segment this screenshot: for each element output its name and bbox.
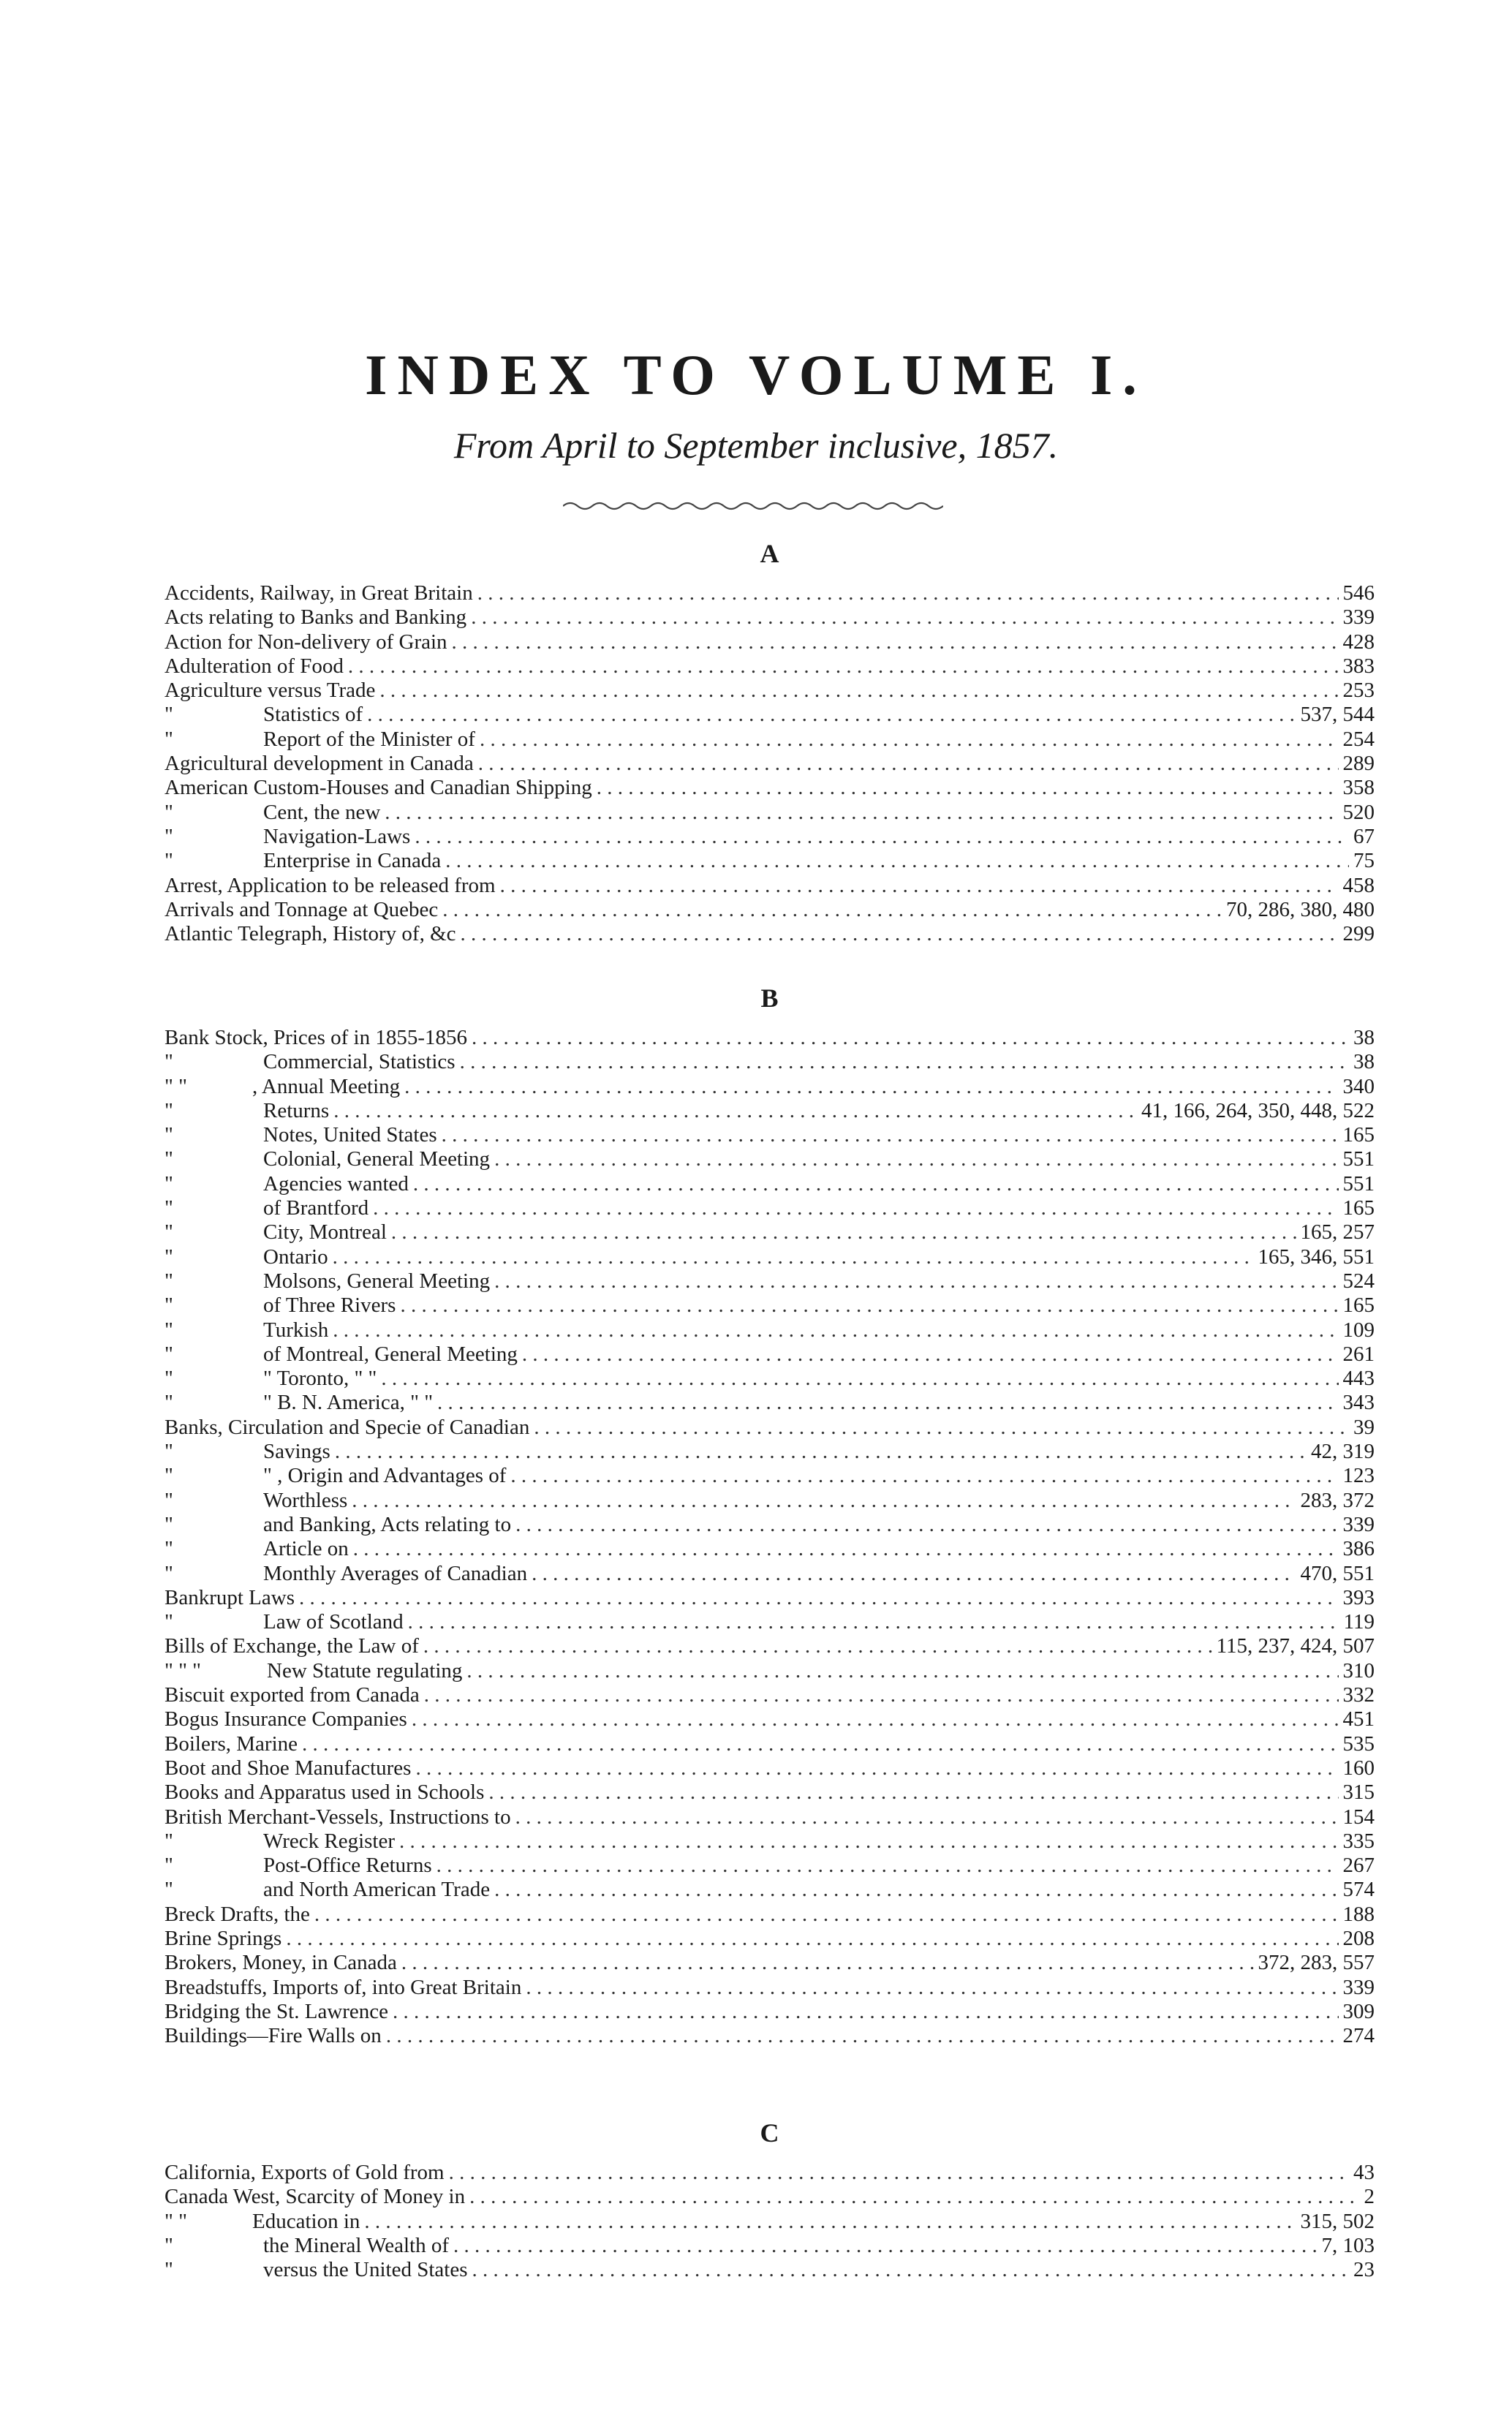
index-entry: [165, 1634, 1375, 1658]
dot-leader: [367, 703, 1296, 727]
ditto-mark: ": [165, 800, 173, 824]
entry-pages: 315, 502: [1300, 2209, 1375, 2233]
entry-pages: 339: [1342, 1512, 1375, 1536]
entry-title: Accidents, Railway, in Great Britain: [165, 581, 473, 605]
index-entry: [165, 752, 1375, 776]
dot-leader: [472, 2258, 1349, 2282]
entry-title: Arrest, Application to be released from: [165, 873, 496, 897]
ditto-mark: ": [165, 1147, 173, 1171]
dot-leader: [393, 2000, 1338, 2024]
ditto-mark: ": [165, 1098, 173, 1122]
entry-pages: 309: [1342, 1999, 1375, 2023]
index-section-c: [165, 2117, 1375, 2282]
entry-title: Bank Stock, Prices of in 1855-1856: [165, 1026, 468, 1049]
index-entry: [165, 801, 1375, 825]
index-entry: [165, 605, 1375, 630]
entry-pages: 299: [1342, 922, 1375, 946]
entry-pages: 339: [1342, 605, 1375, 630]
entry-pages: 546: [1342, 581, 1375, 605]
entry-pages: 574: [1342, 1878, 1375, 1902]
entry-pages: 551: [1342, 1171, 1375, 1196]
ditto-mark: ": [165, 1878, 173, 1902]
dot-leader: [500, 874, 1339, 898]
index-entry: [165, 874, 1375, 898]
ditto-mark: ": [165, 849, 173, 873]
entry-title: Wreck Register: [263, 1829, 396, 1853]
index-entry: [165, 1220, 1375, 1245]
entry-title: " B. N. America, " ": [263, 1391, 434, 1415]
index-entry: [165, 2000, 1375, 2024]
dot-leader: [412, 1707, 1339, 1732]
index-entry: [165, 1099, 1375, 1123]
entry-pages: 335: [1342, 1829, 1375, 1853]
dot-leader: [494, 1878, 1338, 1902]
dot-leader: [534, 1416, 1349, 1440]
index-entry: [165, 630, 1375, 654]
index-section-a: [165, 537, 1375, 946]
entry-pages: 340: [1342, 1074, 1375, 1098]
entry-title: California, Exports of Gold from: [165, 2161, 445, 2184]
index-entry: [165, 1610, 1375, 1634]
entry-pages: 520: [1342, 800, 1375, 824]
dot-leader: [302, 1732, 1338, 1756]
index-entry: [165, 1075, 1375, 1099]
entry-pages: 470, 551: [1300, 1561, 1375, 1585]
entry-pages: 119: [1343, 1610, 1375, 1634]
ditto-mark: ": [165, 824, 173, 848]
entry-pages: 7, 103: [1321, 2233, 1375, 2257]
entry-title: Molsons, General Meeting: [263, 1269, 491, 1293]
ditto-mark: " " ": [165, 1658, 202, 1683]
entry-pages: 524: [1342, 1269, 1375, 1293]
section-letter: B: [760, 983, 779, 1013]
dot-leader: [333, 1245, 1254, 1269]
entry-title: Atlantic Telegraph, History of, &c: [165, 922, 456, 946]
dot-leader: [423, 1634, 1212, 1658]
entry-pages: 551: [1342, 1147, 1375, 1171]
ditto-mark: " ": [165, 1074, 187, 1098]
index-entry: [165, 1780, 1375, 1805]
entry-pages: 208: [1342, 1926, 1375, 1950]
dot-leader: [333, 1318, 1338, 1342]
entry-pages: 165, 257: [1300, 1220, 1375, 1245]
entry-title: Agencies wanted: [263, 1171, 409, 1196]
ditto-mark: ": [165, 1050, 173, 1074]
index-entry: [165, 1927, 1375, 1951]
ditto-mark: ": [165, 1464, 173, 1488]
dot-leader: [314, 1903, 1339, 1927]
index-entry: [165, 1342, 1375, 1367]
entry-title: Brokers, Money, in Canada: [165, 1951, 397, 1975]
index-entry: [165, 1732, 1375, 1756]
dot-leader: [299, 1586, 1339, 1610]
ditto-mark: ": [165, 1367, 173, 1391]
dot-leader: [522, 1342, 1339, 1367]
dot-leader: [373, 1196, 1338, 1220]
entry-title: Ontario: [263, 1245, 328, 1269]
entry-title: Boilers, Marine: [165, 1732, 298, 1756]
entry-pages: 343: [1342, 1391, 1375, 1415]
ditto-mark: ": [165, 1488, 173, 1512]
ditto-mark: " ": [165, 2209, 187, 2233]
entry-title: Worthless: [263, 1488, 348, 1512]
entry-title: Enterprise in Canada: [263, 849, 442, 873]
entry-title: Boot and Shoe Manufactures: [165, 1756, 412, 1780]
ditto-mark: ": [165, 1561, 173, 1585]
index-entry: [165, 1123, 1375, 1147]
entry-title: Banks, Circulation and Specie of Canadian: [165, 1415, 530, 1439]
index-entry: [165, 1513, 1375, 1537]
dot-leader: [526, 1976, 1338, 2000]
entry-title: , Annual Meeting: [252, 1074, 401, 1098]
entry-pages: 339: [1342, 1975, 1375, 1999]
entry-title: Turkish: [263, 1318, 329, 1342]
entry-pages: 115, 237, 424, 507: [1216, 1634, 1375, 1658]
index-entry: [165, 703, 1375, 727]
index-entry: [165, 581, 1375, 605]
ditto-mark: ": [165, 1318, 173, 1342]
entry-pages: 289: [1342, 752, 1375, 776]
ditto-mark: ": [165, 1610, 173, 1634]
ditto-mark: ": [165, 2258, 173, 2282]
entry-title: the Mineral Wealth of: [263, 2233, 450, 2257]
index-entry: [165, 898, 1375, 922]
ditto-mark: ": [165, 1537, 173, 1561]
dot-leader: [401, 1951, 1254, 1975]
entry-pages: 160: [1342, 1756, 1375, 1780]
index-entry: [165, 1951, 1375, 1975]
entry-title: and North American Trade: [263, 1878, 491, 1902]
entry-pages: 254: [1342, 727, 1375, 751]
entry-title: Monthly Averages of Canadian: [263, 1561, 528, 1585]
dot-leader: [466, 1659, 1338, 1683]
entry-title: Commercial, Statistics: [263, 1050, 456, 1074]
index-entry: [165, 1976, 1375, 2000]
index-entry: [165, 1294, 1375, 1318]
entry-pages: 451: [1342, 1707, 1375, 1732]
entry-title: Bankrupt Laws: [165, 1585, 295, 1609]
index-entry: [165, 1878, 1375, 1902]
index-entry: [165, 1196, 1375, 1220]
index-entry: [165, 1562, 1375, 1586]
index-entry: [165, 1586, 1375, 1610]
entry-pages: 261: [1342, 1342, 1375, 1366]
entry-title: Law of Scotland: [263, 1610, 404, 1634]
dot-leader: [415, 1756, 1338, 1780]
dot-leader: [477, 581, 1339, 605]
ditto-mark: ": [165, 1854, 173, 1878]
entry-title: Education in: [252, 2209, 360, 2233]
ditto-mark: ": [165, 1245, 173, 1269]
index-entry: [165, 1805, 1375, 1829]
index-entry: [165, 1050, 1375, 1074]
ditto-mark: ": [165, 1342, 173, 1366]
entry-pages: 383: [1342, 654, 1375, 678]
index-entry: [165, 1367, 1375, 1391]
index-entry: [165, 1269, 1375, 1294]
entry-pages: 283, 372: [1300, 1488, 1375, 1512]
entry-pages: 154: [1342, 1805, 1375, 1829]
entry-pages: 188: [1342, 1902, 1375, 1926]
entry-pages: 123: [1342, 1464, 1375, 1488]
dot-leader: [400, 1294, 1338, 1318]
index-entry: [165, 1464, 1375, 1488]
dot-leader: [480, 728, 1339, 752]
entry-title: Savings: [263, 1440, 330, 1464]
dot-leader: [488, 1780, 1338, 1805]
dot-leader: [408, 1610, 1339, 1634]
entry-title: Canada West, Scarcity of Money in: [165, 2185, 466, 2209]
index-entry: [165, 1440, 1375, 1464]
index-entry: [165, 1172, 1375, 1196]
dot-leader: [452, 630, 1339, 654]
entry-pages: 267: [1342, 1854, 1375, 1878]
index-entry: [165, 1537, 1375, 1561]
entry-title: Buildings—Fire Walls on: [165, 2024, 382, 2048]
ditto-mark: ": [165, 1512, 173, 1536]
ditto-mark: ": [165, 727, 173, 751]
dot-leader: [471, 605, 1338, 630]
entry-title: Returns: [263, 1098, 330, 1122]
entry-title: New Statute regulating: [267, 1658, 463, 1683]
ditto-mark: ": [165, 1829, 173, 1853]
dot-leader: [385, 801, 1338, 825]
entry-title: Bills of Exchange, the Law of: [165, 1634, 419, 1658]
ditto-mark: ": [165, 1440, 173, 1464]
ditto-mark: ": [165, 703, 173, 727]
entry-pages: 332: [1342, 1683, 1375, 1707]
entry-pages: 386: [1342, 1537, 1375, 1561]
dot-leader: [353, 1537, 1339, 1561]
entry-pages: 165, 346, 551: [1258, 1245, 1375, 1269]
dot-leader: [515, 1805, 1339, 1829]
entry-pages: 372, 283, 557: [1258, 1951, 1375, 1975]
dot-leader: [352, 1489, 1296, 1513]
entry-pages: 67: [1353, 824, 1375, 848]
section-letter: C: [760, 2118, 779, 2148]
entry-title: Books and Apparatus used in Schools: [165, 1780, 485, 1805]
index-entry: [165, 1489, 1375, 1513]
entry-pages: 310: [1342, 1658, 1375, 1683]
entry-pages: 443: [1342, 1367, 1375, 1391]
index-entry: [165, 849, 1375, 873]
entry-pages: 428: [1342, 630, 1375, 654]
index-entry: [165, 1756, 1375, 1780]
entry-title: " , Origin and Advantages of: [263, 1464, 507, 1488]
entry-title: of Three Rivers: [263, 1294, 396, 1318]
entry-pages: 537, 544: [1300, 703, 1375, 727]
dot-leader: [460, 1050, 1349, 1074]
entry-title: Action for Non-delivery of Grain: [165, 630, 447, 654]
dot-leader: [445, 849, 1349, 873]
ditto-mark: ": [165, 2233, 173, 2257]
dot-leader: [415, 825, 1349, 849]
index-entry: [165, 2185, 1375, 2209]
entry-pages: 43: [1353, 2161, 1375, 2184]
index-entry: [165, 1245, 1375, 1269]
entry-title: Acts relating to Banks and Banking: [165, 605, 467, 630]
index-entry: [165, 1683, 1375, 1707]
index-entry: [165, 1659, 1375, 1683]
index-entry: [165, 1854, 1375, 1878]
entry-title: Arrivals and Tonnage at Quebec: [165, 897, 439, 921]
entry-pages: 70, 286, 380, 480: [1226, 897, 1375, 921]
entry-title: Post-Office Returns: [263, 1854, 432, 1878]
entry-pages: 38: [1353, 1050, 1375, 1074]
dot-leader: [597, 776, 1339, 800]
dot-leader: [404, 1075, 1338, 1099]
entry-title: Agricultural development in Canada: [165, 752, 474, 776]
entry-pages: 38: [1353, 1026, 1375, 1049]
entry-pages: 165: [1342, 1294, 1375, 1318]
ditto-mark: ": [165, 1269, 173, 1293]
dot-leader: [364, 2210, 1296, 2234]
entry-pages: 535: [1342, 1732, 1375, 1756]
entry-title: " Toronto, " ": [263, 1367, 377, 1391]
ditto-mark: ": [165, 1220, 173, 1245]
index-entry: [165, 1391, 1375, 1415]
dot-leader: [386, 2024, 1339, 2048]
dot-leader: [399, 1829, 1338, 1854]
entry-pages: 358: [1342, 776, 1375, 800]
dot-leader: [424, 1683, 1339, 1707]
entry-title: Cent, the new: [263, 800, 381, 824]
dot-leader: [510, 1464, 1338, 1488]
dot-leader: [532, 1562, 1296, 1586]
entry-pages: 41, 166, 264, 350, 448, 522: [1141, 1098, 1375, 1122]
ditto-mark: ": [165, 1196, 173, 1220]
dot-leader: [461, 922, 1339, 946]
entry-title: Report of the Minister of: [263, 727, 475, 751]
dot-leader: [453, 2234, 1317, 2258]
dot-leader: [515, 1513, 1338, 1537]
entry-pages: 39: [1353, 1415, 1375, 1439]
ditto-mark: ": [165, 1123, 173, 1147]
entry-pages: 2: [1364, 2185, 1375, 2209]
index-section-b: [165, 982, 1375, 2048]
entry-pages: 165: [1342, 1196, 1375, 1220]
index-entry: [165, 728, 1375, 752]
index-entry: [165, 1147, 1375, 1171]
ditto-mark: ": [165, 1294, 173, 1318]
entry-pages: 393: [1342, 1585, 1375, 1609]
dot-leader: [442, 898, 1222, 922]
index-entry: [165, 2210, 1375, 2234]
dot-leader: [381, 1367, 1338, 1391]
entry-pages: 75: [1353, 849, 1375, 873]
entry-pages: 109: [1342, 1318, 1375, 1342]
index-entry: [165, 2234, 1375, 2258]
index-entry: [165, 654, 1375, 679]
wavy-rule-ornament: [563, 497, 943, 515]
entry-title: and Banking, Acts relating to: [263, 1512, 512, 1536]
section-letter: A: [760, 539, 779, 568]
dot-leader: [469, 2185, 1359, 2209]
dot-leader: [436, 1854, 1339, 1878]
entry-pages: 23: [1353, 2258, 1375, 2282]
index-entry: [165, 776, 1375, 800]
dot-leader: [335, 1440, 1307, 1464]
index-entry: [165, 1416, 1375, 1440]
entry-title: Breadstuffs, Imports of, into Great Britain: [165, 1975, 522, 1999]
page-subtitle: From April to September inclusive, 1857.: [453, 425, 1059, 466]
index-entry: [165, 679, 1375, 703]
entry-title: Statistics of: [263, 703, 363, 727]
entry-title: American Custom-Houses and Canadian Shipping: [165, 776, 592, 800]
entry-title: of Brantford: [263, 1196, 369, 1220]
dot-leader: [494, 1147, 1338, 1171]
page-title: INDEX TO VOLUME I.: [365, 343, 1147, 407]
index-entry: [165, 2161, 1375, 2185]
index-entry: [165, 1903, 1375, 1927]
dot-leader: [413, 1172, 1339, 1196]
entry-title: of Montreal, General Meeting: [263, 1342, 518, 1366]
index-entry: [165, 2024, 1375, 2048]
dot-leader: [437, 1391, 1338, 1415]
dot-leader: [286, 1927, 1338, 1951]
entry-pages: 274: [1342, 2024, 1375, 2048]
entry-title: Article on: [263, 1537, 349, 1561]
dot-leader: [442, 1123, 1339, 1147]
dot-leader: [391, 1220, 1296, 1245]
entry-title: Navigation-Laws: [263, 824, 411, 848]
index-entry: [165, 1026, 1375, 1050]
entry-title: City, Montreal: [263, 1220, 387, 1245]
entry-title: Bogus Insurance Companies: [165, 1707, 407, 1732]
dot-leader: [379, 679, 1338, 703]
entry-pages: 42, 319: [1311, 1440, 1375, 1464]
dot-leader: [348, 654, 1339, 679]
entry-pages: 315: [1342, 1780, 1375, 1805]
dot-leader: [494, 1269, 1338, 1294]
entry-pages: 458: [1342, 873, 1375, 897]
index-entry: [165, 1829, 1375, 1854]
ditto-mark: ": [165, 1391, 173, 1415]
entry-title: Biscuit exported from Canada: [165, 1683, 420, 1707]
dot-leader: [449, 2161, 1349, 2185]
entry-title: Notes, United States: [263, 1123, 437, 1147]
index-entry: [165, 825, 1375, 849]
entry-pages: 165: [1342, 1123, 1375, 1147]
dot-leader: [333, 1099, 1137, 1123]
index-entry: [165, 2258, 1375, 2282]
ditto-mark: ": [165, 1171, 173, 1196]
index-entry: [165, 1318, 1375, 1342]
index-entry: [165, 922, 1375, 946]
dot-leader: [472, 1026, 1349, 1050]
entry-title: Brine Springs: [165, 1926, 282, 1950]
entry-title: versus the United States: [263, 2258, 468, 2282]
entry-title: British Merchant-Vessels, Instructions to: [165, 1805, 511, 1829]
dot-leader: [478, 752, 1339, 776]
entry-title: Bridging the St. Lawrence: [165, 1999, 389, 2023]
entry-title: Agriculture versus Trade: [165, 679, 376, 703]
entry-title: Adulteration of Food: [165, 654, 344, 678]
index-entry: [165, 1707, 1375, 1732]
entry-title: Breck Drafts, the: [165, 1902, 310, 1926]
entry-pages: 253: [1342, 679, 1375, 703]
entry-title: Colonial, General Meeting: [263, 1147, 491, 1171]
